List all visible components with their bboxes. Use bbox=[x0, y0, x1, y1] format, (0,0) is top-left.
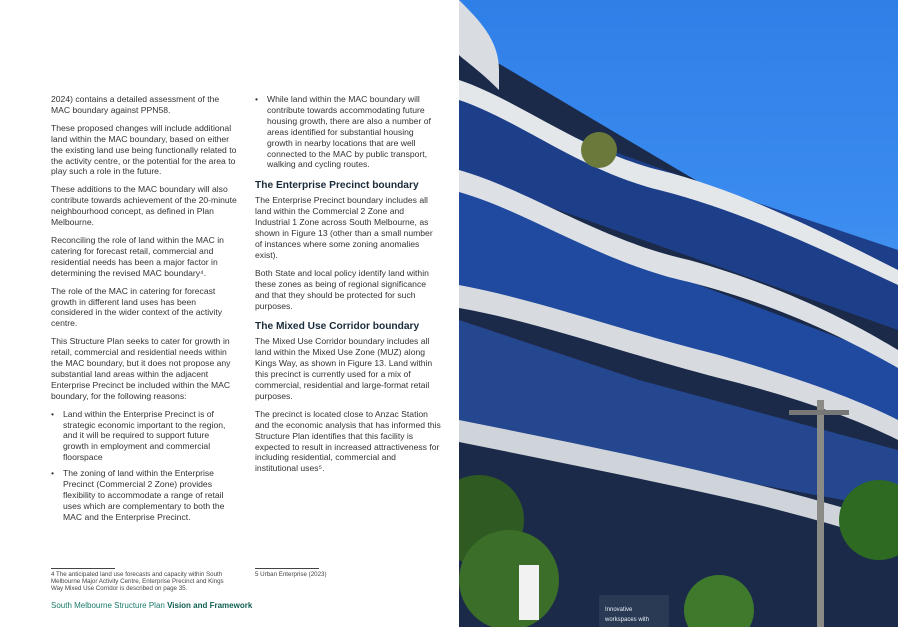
building-photo bbox=[459, 0, 898, 627]
housing-list bbox=[255, 94, 441, 170]
paragraph: This Structure Plan seeks to cater for growth in retail, commercial and residential needs within the MAC boundary, but it does not propose any substantial land areas within the adjacent Enterprise Precinct be included within the MAC boundary, for the following reasons: bbox=[51, 336, 231, 401]
paragraph: Both State and local policy identify land within these zones as being of regional significance and that they should be protected for such purposes. bbox=[255, 267, 429, 311]
list-item: • The zoning of land within the Enterprise Precinct (Commercial 2 Zone) provides flexibility to accommodate a range of retail uses which are complementary to both the MAC and the Enterprise Precinct. bbox=[63, 468, 237, 523]
reasons-list bbox=[51, 409, 237, 523]
left-text-column bbox=[51, 94, 237, 529]
paragraph: 2024) contains a detailed assessment of the MAC boundary against PPN58. bbox=[51, 94, 220, 115]
sign-text: Innovative bbox=[605, 607, 633, 613]
footer-document-title: South Melbourne Structure Plan bbox=[51, 601, 168, 610]
paragraph: The role of the MAC in catering for forecast growth in different land uses has been considered in the wider context of the activity centre. bbox=[51, 285, 223, 329]
footnote-5 bbox=[255, 568, 441, 578]
paragraph: The precinct is located close to Anzac Station and the economic analysis that has informed this Structure Plan identifies that this facility is expected to result in increased attractiveness for including residential, commercial and institutional uses⁵. bbox=[255, 408, 441, 474]
page-footer bbox=[51, 601, 252, 610]
list-item: • Land within the Enterprise Precinct is of strategic economic important to the region, and it will be required to support future growth in employment and commercial floorspace bbox=[63, 409, 237, 464]
section-heading-mixed-use-corridor: The Mixed Use Corridor boundary bbox=[255, 321, 420, 333]
utility-pole bbox=[817, 400, 824, 627]
pole-crossarm bbox=[789, 410, 849, 415]
paragraph: The Mixed Use Corridor boundary includes all land within the Mixed Use Zone (MUZ) along Kings Way, as shown in Figure 13. Land within this precinct is currently used for a mix of commercial, residential and large-format retail purposes. bbox=[255, 336, 433, 401]
building-illustration bbox=[459, 0, 898, 627]
sign-text: workspaces with bbox=[605, 617, 650, 623]
street-sign bbox=[519, 565, 539, 620]
footnote-rule bbox=[255, 568, 319, 569]
paragraph: Reconciling the role of land within the MAC in catering for forecast retail, commercial and residential needs has been a major factor in determining the revised MAC boundary⁴. bbox=[51, 234, 224, 278]
rooftop-plant bbox=[581, 132, 617, 168]
section-heading-enterprise-precinct: The Enterprise Precinct boundary bbox=[255, 180, 419, 192]
footnote-4 bbox=[51, 568, 237, 593]
footer-section-title: Vision and Framework bbox=[167, 601, 253, 610]
footnote-text: 5 Urban Enterprise (2023) bbox=[255, 571, 327, 578]
footnote-text: 4 The anticipated land use forecasts and capacity within South Melbourne Major Activity Centre, Enterprise Precinct and Kings Way Mixed Use Corridor is described on page 35. bbox=[51, 571, 224, 593]
tree bbox=[459, 530, 559, 627]
paragraph: These proposed changes will include additional land within the MAC boundary, based on either the existing land use being functionally related to the activity centre, or the potential for the area to play such a role in the future. bbox=[51, 122, 237, 177]
right-text-column bbox=[255, 94, 441, 481]
paragraph: These additions to the MAC boundary will also contribute towards achievement of the 20-minute neighbourhood concept, as defined in Plan Melbourne. bbox=[51, 184, 237, 228]
paragraph: The Enterprise Precinct boundary includes all land within the Commercial 2 Zone and Industrial 1 Zone across South Melbourne, as shown in Figure 13 (other than a small number of instances where some zoning anomalies exist). bbox=[255, 195, 433, 260]
footnote-rule bbox=[51, 568, 115, 569]
list-item: • While land within the MAC boundary will contribute towards accommodating future housing growth, there are also a number of areas identified for substantial housing growth in nearby locations that are well connected to the MAC by public transport, walking and cycling routes. bbox=[267, 94, 441, 170]
